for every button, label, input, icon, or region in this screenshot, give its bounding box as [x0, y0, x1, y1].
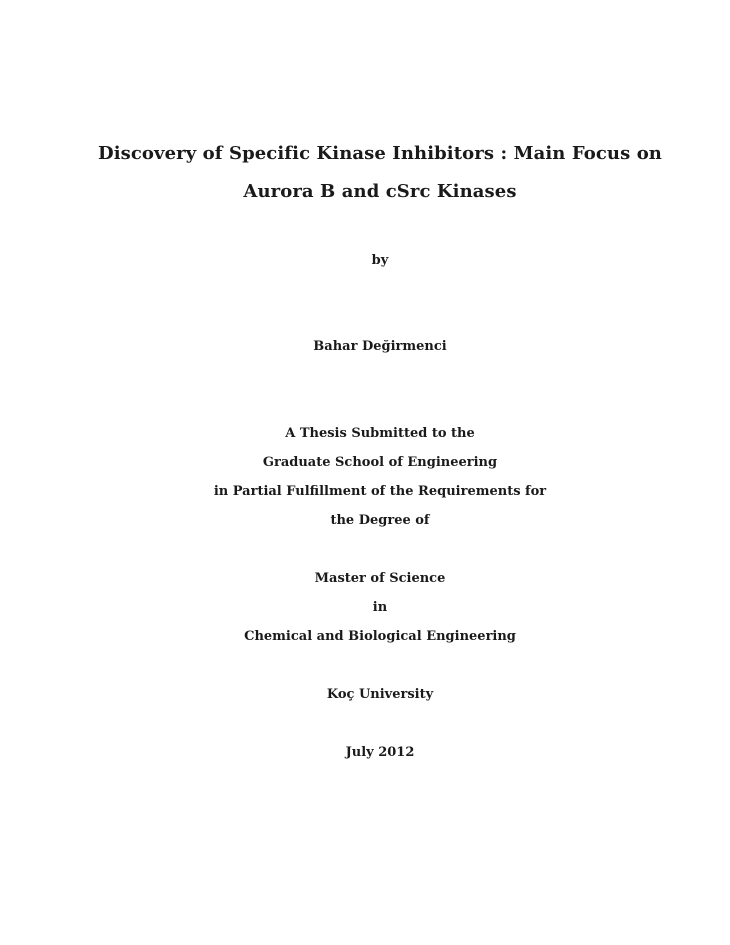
thesis-title-line-2: Aurora B and cSrc Kinases — [243, 181, 517, 202]
submission-line-1: A Thesis Submitted to the — [285, 426, 475, 441]
thesis-title-line-1: Discovery of Specific Kinase Inhibitors : Main Focus on — [97, 143, 662, 164]
university-name: Koç University — [326, 687, 434, 702]
submission-line-2: Graduate School of Engineering — [262, 455, 498, 470]
degree-name: Master of Science — [314, 571, 446, 586]
author-name: Bahar Değirmenci — [313, 339, 447, 354]
by-label: by — [371, 253, 389, 268]
submission-line-3: in Partial Fulfillment of the Requirements for — [213, 484, 547, 499]
degree-connector: in — [372, 600, 388, 615]
degree-field: Chemical and Biological Engineering — [244, 629, 516, 644]
submission-line-4: the Degree of — [330, 513, 430, 528]
submission-date: July 2012 — [345, 745, 415, 760]
